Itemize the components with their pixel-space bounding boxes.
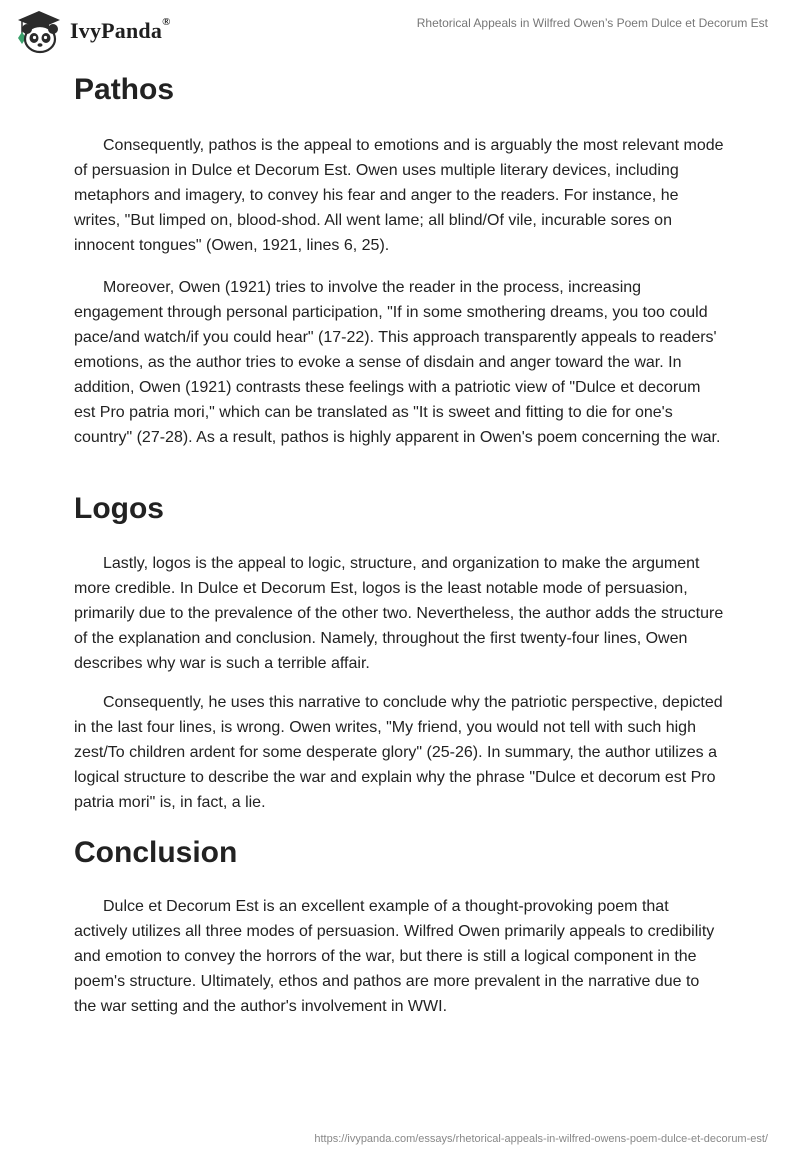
paragraph: Moreover, Owen (1921) tries to involve the reader in the process, increasing engagement through personal participation, "If in some smothering dreams, you too could pace/and watch/if you could hear" (17-22). This approach transparently appeals to readers' emotions, as the author tries to evoke a sense of disdain and anger toward the war. In addition, Owen (1921) contrasts these feelings with a patriotic view of "Dulce et decorum est Pro patria mori," which can be translated as "It is sweet and fitting to die for one's country" (27-28). As a result, pathos is highly apparent in Owen's poem concerning the war. — [74, 279, 721, 446]
registered-mark: ® — [162, 16, 171, 28]
paragraph: Dulce et Decorum Est is an excellent example of a thought-provoking poem that actively utilizes all three modes of persuasion. Wilfred Owen primarily appeals to credibility and emotion to convey the horrors of the war, but there is still a logical component in the poem's structure. Ultimately, ethos and pathos are more prevalent in the narrative due to the war setting and the author's involvement in WWI. — [74, 898, 715, 1015]
document-title: Rhetorical Appeals in Wilfred Owen’s Poem Dulce et Decorum Est — [416, 16, 768, 30]
source-url-link[interactable]: https://ivypanda.com/essays/rhetorical-appeals-in-wilfred-owens-poem-dulce-et-decorum-est/ — [314, 1133, 768, 1145]
ivypanda-logo[interactable] — [14, 8, 171, 54]
paragraph: Consequently, he uses this narrative to conclude why the patriotic perspective, depicted in the last four lines, is wrong. Owen writes, "My friend, you would not tell with such high zest/To children ardent for some desperate glory" (25-26). In summary, the author utilizes a logical structure to describe the war and explain why the phrase "Dulce et decorum est Pro patria mori" is, in fact, a lie. — [74, 694, 723, 811]
section-heading-logos: Logos — [74, 492, 164, 525]
paragraph: Consequently, pathos is the appeal to emotions and is arguably the most relevant mode of persuasion in Dulce et Decorum Est. Owen uses multiple literary devices, including metaphors and imagery, to convey his fear and anger to the readers. For instance, he writes, "But limped on, blood-shod. All went lame; all blind/Of vile, incurable sores on innocent tongues" (Owen, 1921, lines 6, 25). — [74, 137, 724, 254]
section-heading-conclusion: Conclusion — [74, 836, 238, 869]
section-heading-pathos: Pathos — [74, 73, 175, 106]
panda-graduate-icon — [14, 8, 64, 54]
paragraph: Lastly, logos is the appeal to logic, structure, and organization to make the argument more credible. In Dulce et Decorum Est, logos is the least notable mode of persuasion, primarily due to the prevalence of the other two. Nevertheless, the author adds the structure of the explanation and conclusion. Namely, throughout the first twenty-four lines, Owen describes why war is such a terrible affair. — [74, 555, 724, 672]
brand-name: IvyPanda® — [70, 16, 171, 43]
page-header — [0, 0, 800, 60]
